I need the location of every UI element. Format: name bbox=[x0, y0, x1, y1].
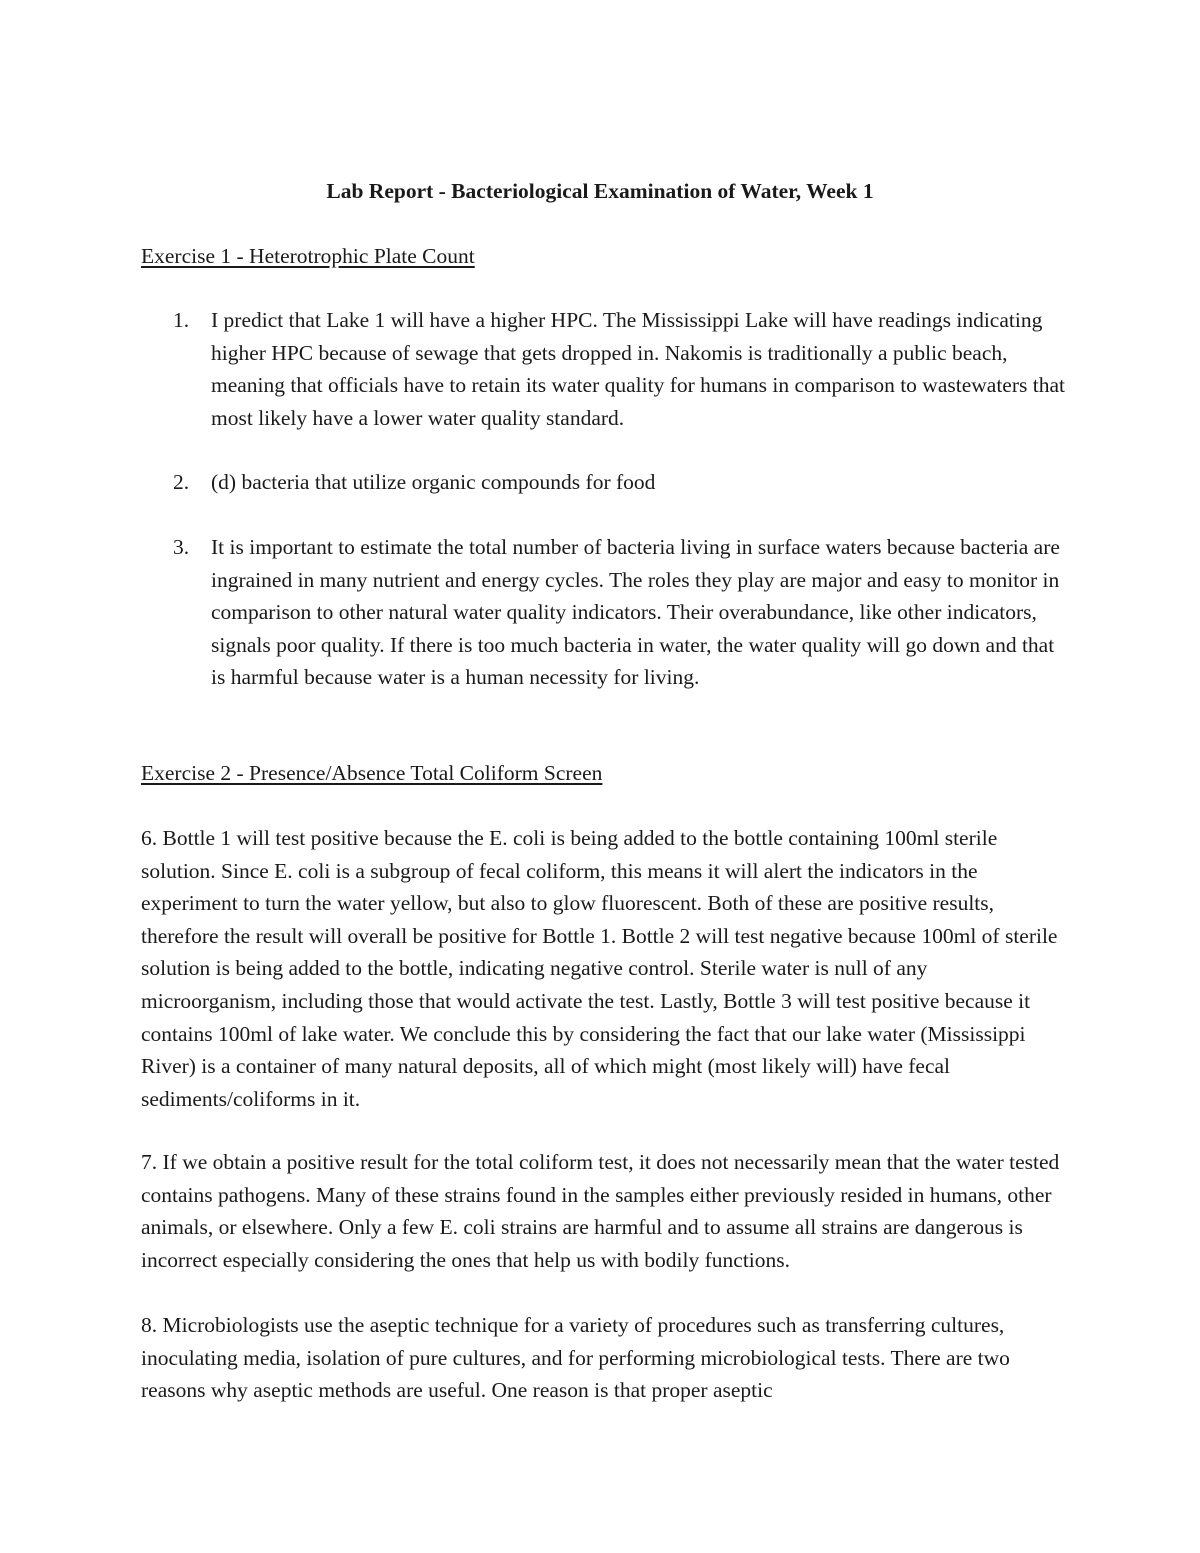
list-item-text: (d) bacteria that utilize organic compounds for food bbox=[211, 470, 656, 494]
list-item-number: 3. bbox=[173, 535, 190, 559]
answer-paragraph-6: 6. Bottle 1 will test positive because the E. coli is being added to the bottle containing 100ml sterile solution. Since E. coli is a subgroup of fecal coliform, this means it will alert the indicators in the experiment to turn the water yellow, but also to glow fluorescent. Both of these are positive results, therefore the result will overall be positive for Bottle 1. Bottle 2 will test negative because 100ml of sterile solution is being added to the bottle, indicating negative control. Sterile water is null of any microorganism, including those that would activate the test. Lastly, Bottle 3 will test positive because it contains 100ml of lake water. We conclude this by considering the fact that our lake water (Mississippi River) is a container of many natural deposits, all of which might (most likely will) have fecal sediments/coliforms in it. bbox=[141, 826, 1058, 1111]
list-item-number: 2. bbox=[173, 470, 190, 494]
exercise-1-heading: Exercise 1 - Heterotrophic Plate Count bbox=[141, 244, 475, 268]
list-item-text: It is important to estimate the total number of bacteria living in surface waters because bacteria are ingrained in many nutrient and energy cycles. The roles they play are major and easy to monitor in comparison to other natural water quality indicators. Their overabundance, like other indicators, signals poor quality. If there is too much bacteria in water, the water quality will go down and that is harmful because water is a human necessity for living. bbox=[211, 535, 1060, 690]
answer-paragraph-8: 8. Microbiologists use the aseptic technique for a variety of procedures such as transferring cultures, inoculating media, isolation of pure cultures, and for performing microbiological tests. There are two reasons why aseptic methods are useful. One reason is that proper aseptic bbox=[141, 1313, 1010, 1403]
list-item-text: I predict that Lake 1 will have a higher HPC. The Mississippi Lake will have readings indicating higher HPC because of sewage that gets dropped in. Nakomis is traditionally a public beach, meaning that officials have to retain its water quality for humans in comparison to wastewaters that most likely have a lower water quality standard. bbox=[211, 308, 1065, 430]
exercise-2-heading: Exercise 2 - Presence/Absence Total Coliform Screen bbox=[141, 761, 603, 785]
answer-paragraph-7: 7. If we obtain a positive result for the total coliform test, it does not necessarily mean that the water tested contains pathogens. Many of these strains found in the samples either previously resided in humans, other animals, or elsewhere. Only a few E. coli strains are harmful and to assume all strains are dangerous is incorrect especially considering the ones that help us with bodily functions. bbox=[141, 1150, 1060, 1272]
list-item-number: 1. bbox=[173, 308, 190, 332]
document-title: Lab Report - Bacteriological Examination of Water, Week 1 bbox=[326, 179, 874, 203]
